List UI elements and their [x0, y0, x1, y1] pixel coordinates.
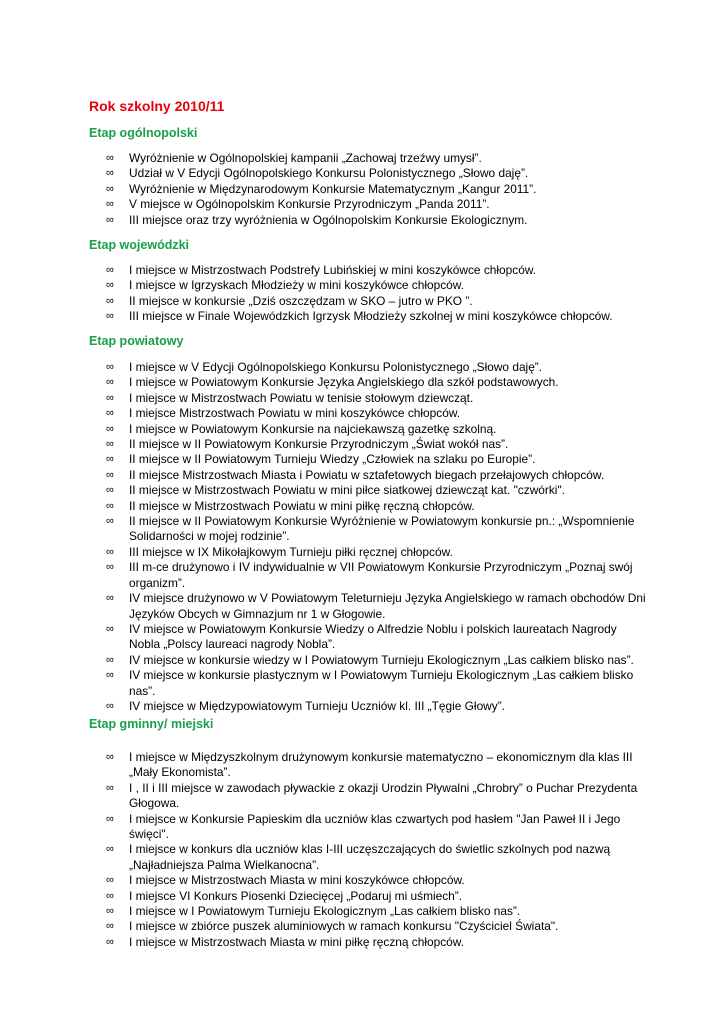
- infinity-bullet-icon: ∞: [106, 751, 114, 763]
- list-item: [89, 294, 649, 309]
- list-item-text: II miejsce w II Powiatowym Konkursie Przyrodniczym „Świat wokół nas”.: [129, 437, 509, 452]
- list-item: [89, 263, 649, 278]
- infinity-bullet-icon: ∞: [106, 468, 114, 481]
- infinity-bullet-icon: ∞: [106, 653, 114, 666]
- infinity-bullet-icon: ∞: [106, 920, 114, 933]
- list-item-text: I miejsce w Mistrzostwach Miasta w mini koszykówce chłopców.: [129, 873, 465, 888]
- list-item: [89, 935, 649, 950]
- list-item-text: IV miejsce w Powiatowym Konkursie Wiedzy o Alfredzie Noblu i polskich laureatach Nagrody Nobla „Polscy laureaci nagrody Nobla”.: [129, 621, 617, 652]
- infinity-bullet-icon: ∞: [106, 294, 114, 307]
- section-etap-gminny-miejski: [89, 717, 649, 950]
- list-item-text: II miejsce w II Powiatowym Konkursie Wyróżnienie w Powiatowym konkursie pn.: „Wspomnienie Solidarności w mojej rodzinie”.: [129, 514, 635, 544]
- list-item: [89, 668, 649, 699]
- infinity-bullet-icon: ∞: [106, 484, 114, 497]
- list-item-text: V miejsce w Ogólnopolskim Konkursie Przyrodniczym „Panda 2011”.: [129, 197, 490, 212]
- list-item-text: I miejsce w Mistrzostwach Podstrefy Lubińskiej w mini koszykówce chłopców.: [129, 263, 537, 277]
- section-heading: Etap ogólnopolski: [89, 126, 198, 140]
- list-item: [89, 483, 649, 498]
- list-item: [89, 873, 649, 888]
- infinity-bullet-icon: ∞: [106, 874, 114, 887]
- list-item-text: II miejsce Mistrzostwach Miasta i Powiatu w sztafetowych biegach przełajowych chłopców.: [129, 467, 605, 482]
- list-item-text: II miejsce w II Powiatowym Turnieju Wiedzy „Człowiek na szlaku po Europie”.: [129, 452, 536, 467]
- list-item: [89, 514, 649, 545]
- document-title: Rok szkolny 2010/11: [89, 98, 225, 114]
- list-item: [89, 499, 649, 514]
- list-item: [89, 197, 649, 212]
- section-heading: Etap wojewódzki: [89, 238, 190, 252]
- infinity-bullet-icon: ∞: [106, 622, 114, 635]
- list-item-text: I , II i III miejsce w zawodach pływackie z okazji Urodzin Pływalni „Chrobry” o Puchar Prezydenta Głogowa.: [129, 780, 638, 811]
- section-etap-ogolnopolski: [89, 126, 649, 228]
- infinity-bullet-icon: ∞: [106, 361, 114, 373]
- infinity-bullet-icon: ∞: [106, 167, 114, 180]
- list-item: [89, 699, 649, 714]
- list-item-text: I miejsce VI Konkurs Piosenki Dziecięcej „Podaruj mi uśmiech”.: [129, 888, 463, 903]
- infinity-bullet-icon: ∞: [106, 812, 114, 825]
- list-item: [89, 406, 649, 421]
- list-item-text: I miejsce w I Powiatowym Turnieju Ekologicznym „Las całkiem blisko nas”.: [129, 904, 521, 919]
- infinity-bullet-icon: ∞: [106, 905, 114, 918]
- infinity-bullet-icon: ∞: [106, 376, 114, 389]
- list-item-text: I miejsce w Powiatowym Konkursie na najciekawszą gazetkę szkolną.: [129, 421, 497, 436]
- achievement-list: [89, 151, 649, 228]
- list-item: [89, 781, 649, 812]
- infinity-bullet-icon: ∞: [106, 592, 114, 605]
- list-item: [89, 653, 649, 668]
- infinity-bullet-icon: ∞: [106, 438, 114, 451]
- infinity-bullet-icon: ∞: [106, 499, 114, 512]
- list-item: [89, 375, 649, 390]
- list-item: [89, 622, 649, 653]
- infinity-bullet-icon: ∞: [106, 669, 114, 682]
- list-item-text: Udział w V Edycji Ogólnopolskiego Konkursu Polonistycznego „Słowo daję”.: [129, 166, 529, 181]
- list-item: [89, 842, 649, 873]
- infinity-bullet-icon: ∞: [106, 781, 114, 794]
- infinity-bullet-icon: ∞: [106, 391, 114, 404]
- achievement-list: [89, 750, 649, 950]
- list-item: [89, 213, 649, 228]
- infinity-bullet-icon: ∞: [106, 310, 114, 323]
- list-item: [89, 889, 649, 904]
- infinity-bullet-icon: ∞: [106, 935, 114, 948]
- list-item: [89, 166, 649, 181]
- list-item-text: IV miejsce drużynowo w V Powiatowym Teleturnieju Języka Angielskiego w ramach obchodów Dni Języków Obcych w Gimnazjum nr 1 w Głogowie.: [129, 591, 646, 621]
- list-item-text: III miejsce oraz trzy wyróżnienia w Ogólnopolskim Konkursie Ekologicznym.: [129, 212, 528, 227]
- infinity-bullet-icon: ∞: [106, 152, 114, 164]
- list-item-text: I miejsce w Igrzyskach Młodzieży w mini koszykówce chłopców.: [129, 278, 465, 293]
- section-etap-powiatowy: [89, 334, 649, 714]
- infinity-bullet-icon: ∞: [106, 198, 114, 211]
- list-item-text: IV miejsce w Międzypowiatowym Turnieju Uczniów kl. III „Tęgie Głowy”.: [129, 698, 505, 713]
- list-item: [89, 360, 649, 375]
- list-item: [89, 437, 649, 452]
- infinity-bullet-icon: ∞: [106, 889, 114, 902]
- infinity-bullet-icon: ∞: [106, 213, 114, 226]
- list-item-text: Wyróżnienie w Międzynarodowym Konkursie Matematycznym „Kangur 2011”.: [129, 181, 537, 196]
- section-heading: Etap powiatowy: [89, 334, 184, 348]
- section-etap-wojewodzki: [89, 238, 649, 325]
- list-item: [89, 182, 649, 197]
- list-item: [89, 750, 649, 781]
- list-item: [89, 452, 649, 467]
- list-item-text: III m-ce drużynowo i IV indywidualnie w VII Powiatowym Konkursie Przyrodniczym „Poznaj swój organizm”.: [129, 560, 633, 590]
- list-item-text: IV miejsce w konkursie wiedzy w I Powiatowym Turnieju Ekologicznym „Las całkiem blisko nas”.: [129, 652, 634, 667]
- achievement-list: [89, 263, 649, 325]
- list-item: [89, 151, 649, 166]
- list-item: [89, 545, 649, 560]
- infinity-bullet-icon: ∞: [106, 561, 114, 574]
- infinity-bullet-icon: ∞: [106, 422, 114, 435]
- list-item: [89, 278, 649, 293]
- list-item: [89, 391, 649, 406]
- achievement-list: [89, 360, 649, 714]
- list-item: [89, 591, 649, 622]
- list-item-text: II miejsce w konkursie „Dziś oszczędzam w SKO – jutro w PKO ”.: [129, 293, 473, 308]
- list-item: [89, 468, 649, 483]
- infinity-bullet-icon: ∞: [106, 699, 114, 712]
- list-item-text: II miejsce w Mistrzostwach Powiatu w mini piłkę ręczną chłopców.: [129, 498, 475, 513]
- list-item-text: II miejsce w Mistrzostwach Powiatu w mini piłce siatkowej dziewcząt kat. "czwórki".: [129, 483, 565, 498]
- infinity-bullet-icon: ∞: [106, 545, 114, 558]
- list-item: [89, 560, 649, 591]
- list-item-text: I miejsce w V Edycji Ogólnopolskiego Konkursu Polonistycznego „Słowo daję”.: [129, 360, 543, 374]
- infinity-bullet-icon: ∞: [106, 279, 114, 292]
- list-item-text: III miejsce w IX Mikołajkowym Turnieju piłki ręcznej chłopców.: [129, 544, 453, 559]
- list-item: [89, 904, 649, 919]
- list-item-text: I miejsce w Mistrzostwach Miasta w mini piłkę ręczną chłopców.: [129, 934, 465, 949]
- list-item-text: I miejsce w zbiórce puszek aluminiowych w ramach konkursu "Czyściciel Świata".: [129, 919, 559, 934]
- list-item-text: I miejsce w Mistrzostwach Powiatu w tenisie stołowym dziewcząt.: [129, 390, 474, 405]
- infinity-bullet-icon: ∞: [106, 264, 114, 276]
- list-item-text: I miejsce w Międzyszkolnym drużynowym konkursie matematyczno – ekonomicznym dla klas III „Mały Ekonomista”.: [129, 750, 633, 780]
- list-item-text: I miejsce w konkurs dla uczniów klas I-III uczęszczających do świetlic szkolnych pod nazwą „Najładniejsza Palma Wielkanocna”.: [129, 842, 611, 872]
- infinity-bullet-icon: ∞: [106, 515, 114, 528]
- list-item-text: IV miejsce w konkursie plastycznym w I Powiatowym Turnieju Ekologicznym „Las całkiem blisko nas”.: [129, 668, 634, 698]
- list-item: [89, 309, 649, 324]
- list-item: [89, 812, 649, 843]
- infinity-bullet-icon: ∞: [106, 453, 114, 466]
- section-heading: Etap gminny/ miejski: [89, 717, 214, 731]
- list-item: [89, 919, 649, 934]
- list-item-text: I miejsce Mistrzostwach Powiatu w mini koszykówce chłopców.: [129, 406, 461, 421]
- infinity-bullet-icon: ∞: [106, 182, 114, 195]
- list-item: [89, 422, 649, 437]
- list-item-text: III miejsce w Finale Wojewódzkich Igrzysk Młodzieży szkolnej w mini koszykówce chłopców.: [129, 309, 613, 324]
- list-item-text: I miejsce w Konkursie Papieskim dla uczniów klas czwartych pod hasłem "Jan Paweł II i Jego święci".: [129, 811, 621, 842]
- list-item-text: Wyróżnienie w Ogólnopolskiej kampanii „Zachowaj trzeźwy umysł”.: [129, 151, 482, 165]
- infinity-bullet-icon: ∞: [106, 407, 114, 420]
- list-item-text: I miejsce w Powiatowym Konkursie Języka Angielskiego dla szkół podstawowych.: [129, 375, 559, 390]
- infinity-bullet-icon: ∞: [106, 843, 114, 856]
